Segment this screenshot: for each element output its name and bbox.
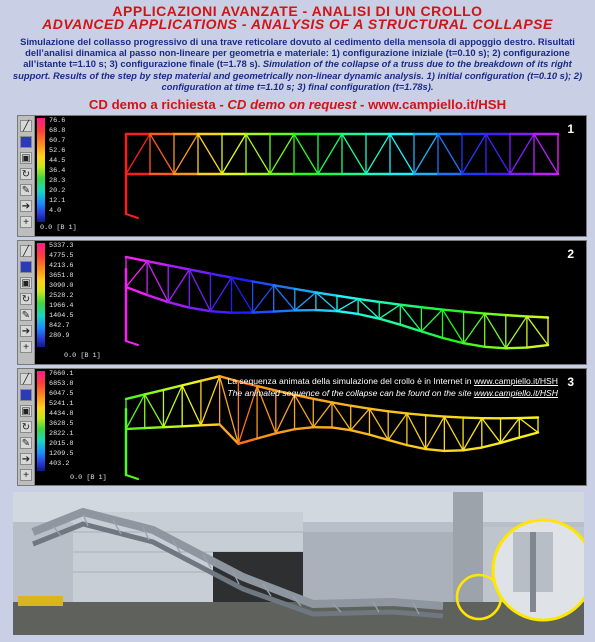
square-tool-icon[interactable] [20, 136, 32, 148]
truss-diagonal [189, 269, 210, 311]
truss-bottom-chord [126, 287, 147, 295]
truss-bottom-chord [464, 343, 485, 347]
scale-value: 3090.0 [49, 282, 74, 290]
truss-bottom-chord [316, 310, 337, 311]
arrow-tool-icon[interactable]: ➔ [21, 201, 31, 212]
truss-diagonal [174, 134, 198, 174]
truss-diagonal [366, 134, 390, 174]
truss-bottom-chord [485, 347, 506, 348]
truss-bottom-chord [337, 311, 358, 314]
support-foot [126, 475, 138, 479]
scale-value: 403.2 [49, 460, 70, 468]
description [6, 36, 589, 92]
rotate-tool-icon[interactable]: ↻ [21, 169, 31, 180]
description-english: Simulation of the collapse of a truss due to the breakdown of its right support. Results of the step by step material and geometrically non-linear dynamic analysis. 1) initial configuration (t=0.10 s); 2) configuration at time t=1.10 s; 3) final configuration (t=1.78s). [12, 58, 583, 92]
scale-value: 6853.8 [49, 380, 74, 388]
truss-diagonal [270, 134, 294, 174]
arrow-tool-icon[interactable]: ➔ [21, 326, 31, 337]
truss-diagonal [276, 395, 295, 433]
truss-bottom-chord [407, 445, 426, 449]
truss-diagonal [126, 134, 150, 174]
truss-diagonal [486, 134, 510, 174]
truss-bottom-chord [351, 430, 370, 434]
scale-value: 28.3 [49, 177, 66, 185]
support-foot [126, 214, 138, 218]
collapse-photo [13, 492, 584, 635]
panel-number-2: 2 [567, 247, 574, 261]
truss-diagonal [168, 269, 189, 302]
truss-diagonal [462, 134, 486, 174]
scale-value: 68.8 [49, 127, 66, 135]
truss-bottom-chord [163, 426, 182, 427]
truss-top-chord [443, 310, 464, 312]
truss-top-chord [421, 307, 442, 309]
truss-bottom-chord [527, 345, 548, 347]
truss-diagonal [388, 413, 407, 440]
truss-bottom-chord [421, 331, 442, 337]
truss-top-chord [400, 305, 421, 308]
truss-diagonal [510, 134, 534, 174]
truss-top-chord [407, 413, 426, 415]
simulation-panel-2 [17, 240, 587, 365]
truss-bottom-chord [506, 348, 527, 349]
truss-bottom-chord [444, 450, 463, 451]
truss-diagonal [506, 316, 527, 348]
truss-bottom-chord [379, 319, 400, 325]
truss-diagonal [351, 409, 370, 430]
truss-top-chord [147, 261, 168, 265]
truss-top-chord [388, 411, 407, 413]
truss-top-chord [182, 381, 201, 386]
scale-value: 842.7 [49, 322, 70, 330]
truss-top-chord [444, 417, 463, 418]
scale-value: 20.2 [49, 187, 66, 195]
truss-diagonal [379, 305, 400, 319]
truss-top-chord [313, 399, 332, 403]
paint-tool-icon[interactable]: ✎ [21, 185, 31, 196]
truss-bottom-chord [210, 311, 231, 313]
truss-top-chord [351, 406, 370, 409]
truss-bottom-chord [189, 308, 210, 312]
scale-value: 60.7 [49, 137, 66, 145]
truss-diagonal [150, 134, 174, 174]
scale-value: 76.6 [49, 117, 66, 125]
truss-diagonal [182, 385, 201, 425]
note-italian-text: La sequenza animata della simulazione del crollo è in Internet in [227, 376, 474, 386]
simulation-panel-3 [17, 368, 587, 486]
truss-bottom-chord [168, 302, 189, 308]
cd-demo-line [0, 97, 595, 112]
cd-demo-english: CD demo on request [227, 97, 357, 112]
scale-value: 6047.5 [49, 390, 74, 398]
truss-bottom-chord [238, 439, 257, 444]
truss-diagonal [222, 134, 246, 174]
truss-top-chord [527, 316, 548, 317]
truss-top-chord [519, 417, 538, 418]
viewer-toolbar-1 [18, 116, 35, 236]
truss-diagonal [163, 385, 182, 427]
truss-diagonal [337, 299, 358, 311]
viewer-toolbar-2 [18, 241, 35, 364]
truss-top-chord [210, 274, 231, 278]
truss-diagonal [390, 134, 414, 174]
cube-tool-icon[interactable]: ▣ [21, 153, 31, 164]
color-scale-bar-1 [37, 118, 45, 222]
square-tool-icon[interactable] [20, 389, 32, 401]
scale-value: 280.9 [49, 332, 70, 340]
title-english: ADVANCED APPLICATIONS - ANALYSIS OF A STRUCTURAL COLLAPSE [42, 16, 553, 32]
scale-value: 2528.2 [49, 292, 74, 300]
truss-top-chord [463, 418, 482, 419]
simulation-panel-1 [17, 115, 587, 237]
cd-sep-1: - [215, 97, 228, 112]
paint-tool-icon[interactable]: ✎ [21, 310, 31, 321]
truss-bottom-chord [463, 448, 482, 451]
truss-bottom-chord [182, 425, 201, 426]
truss-diagonal [295, 292, 316, 310]
color-scale-bar-3 [37, 371, 45, 471]
truss-bottom-chord [201, 424, 220, 425]
truss-diagonal [444, 417, 463, 451]
scale-value: 3651.8 [49, 272, 74, 280]
cd-demo-italian: CD demo a richiesta [88, 97, 216, 112]
truss-bottom-chord [388, 440, 407, 445]
collapse-photo-drawing [13, 492, 584, 635]
zoom-tool-icon[interactable]: + [20, 216, 32, 228]
note-english-link[interactable]: www.campiello.it/HSH [473, 388, 558, 398]
truss-top-chord [232, 278, 253, 282]
truss-diagonal [210, 278, 231, 312]
cube-tool-icon[interactable]: ▣ [21, 278, 31, 289]
truss-top-chord [145, 390, 164, 395]
truss-diagonal [318, 134, 342, 174]
line-tool-icon[interactable]: ╱ [20, 245, 32, 257]
note-italian [227, 376, 558, 386]
truss-diagonal [313, 402, 332, 427]
truss-diagonal [534, 134, 558, 174]
scale-value: 3628.5 [49, 420, 74, 428]
panel-number-1: 1 [567, 122, 574, 136]
scale-base-label: 0.0 [B 1] [40, 224, 77, 232]
truss-view-1 [18, 116, 586, 236]
truss-diagonal [126, 394, 145, 429]
truss-bottom-chord [253, 312, 274, 313]
truss-top-chord [337, 296, 358, 299]
truss-diagonal [232, 278, 253, 313]
panel-number-3: 3 [567, 375, 574, 389]
truss-diagonal [414, 134, 438, 174]
scale-value: 1966.4 [49, 302, 74, 310]
truss-view-2 [18, 241, 586, 364]
truss-diagonal [295, 395, 314, 427]
truss-top-chord [201, 376, 220, 381]
cd-demo-url[interactable]: www.campiello.it/HSH [368, 97, 507, 112]
truss-diagonal [485, 314, 506, 349]
truss-diagonal [253, 285, 274, 312]
note-english [227, 388, 558, 398]
viewer-toolbar-3 [18, 369, 35, 485]
scale-base-label: 0.0 [B 1] [70, 474, 107, 482]
scale-value: 5241.1 [49, 400, 74, 408]
truss-bottom-chord [276, 429, 295, 433]
cube-tool-icon[interactable]: ▣ [21, 406, 31, 417]
truss-top-chord [253, 281, 274, 285]
note-english-text: The animated sequence of the collapse can be found on the site [227, 388, 474, 398]
truss-diagonal [482, 418, 501, 443]
truss-top-chord [189, 269, 210, 273]
truss-diagonal [246, 134, 270, 174]
arrow-tool-icon[interactable]: ➔ [21, 454, 31, 465]
truss-top-chord [295, 289, 316, 293]
truss-diagonal [201, 376, 220, 425]
scale-base-label: 0.0 [B 1] [64, 352, 101, 360]
truss-diagonal [294, 134, 318, 174]
truss-diagonal [527, 316, 548, 345]
truss-diagonal [519, 418, 538, 432]
truss-bottom-chord [426, 449, 445, 451]
note-italian-link[interactable]: www.campiello.it/HSH [473, 376, 558, 386]
truss-top-chord [168, 265, 189, 269]
truss-bottom-chord [274, 310, 295, 311]
scale-value: 12.1 [49, 197, 66, 205]
title-italian: APPLICAZIONI AVANZATE - ANALISI DI UN CROLLO [112, 3, 483, 19]
square-tool-icon[interactable] [20, 261, 32, 273]
truss-top-chord [485, 314, 506, 316]
scale-value: 4213.6 [49, 262, 74, 270]
description-italian: Simulazione del collasso progressivo di una trave reticolare dovuto al cedimento della mensola di appoggio destro. Risultati dell’analisi dinamica al passo non-lineare per geometria e materiale: 1) configurazione iniziale (t=0.10 s); 2) configurazione all’istante t=1.10 s; 3) configurazione finale (t=1.78 s). [20, 36, 575, 70]
truss-top-chord [126, 257, 147, 261]
support-foot [126, 341, 138, 345]
zoom-tool-icon[interactable]: + [20, 469, 32, 481]
truss-view-3 [18, 369, 586, 485]
rotate-tool-icon[interactable]: ↻ [21, 422, 31, 433]
truss-top-chord [379, 302, 400, 305]
cd-sep-2: - [356, 97, 369, 112]
truss-bottom-chord [295, 427, 314, 429]
truss-top-chord [464, 312, 485, 314]
truss-diagonal [463, 418, 482, 450]
truss-bottom-chord [482, 443, 501, 448]
truss-bottom-chord [519, 432, 538, 437]
scale-value: 36.4 [49, 167, 66, 175]
truss-bottom-chord [257, 433, 276, 438]
truss-top-chord [163, 385, 182, 390]
color-scale-bar-2 [37, 243, 45, 347]
truss-bottom-chord [332, 427, 351, 430]
line-tool-icon[interactable]: ╱ [20, 120, 32, 132]
truss-diagonal [426, 417, 445, 449]
scale-value: 2015.8 [49, 440, 74, 448]
scale-value: 7660.1 [49, 370, 74, 378]
truss-top-chord [369, 409, 388, 412]
truss-diagonal [438, 134, 462, 174]
truss-top-chord [506, 315, 527, 316]
scale-value: 4434.8 [49, 410, 74, 418]
truss-diagonal [145, 394, 164, 427]
scale-value: 5337.3 [49, 242, 74, 250]
truss-diagonal [407, 413, 426, 449]
scale-value: 4775.5 [49, 252, 74, 260]
zoom-tool-icon[interactable]: + [20, 341, 32, 353]
truss-diagonal [421, 310, 442, 332]
rotate-tool-icon[interactable]: ↻ [21, 294, 31, 305]
truss-bottom-chord [145, 427, 164, 428]
line-tool-icon[interactable]: ╱ [20, 373, 32, 385]
truss-diagonal [332, 402, 351, 430]
truss-diagonal [342, 134, 366, 174]
scale-value: 4.0 [49, 207, 62, 215]
paint-tool-icon[interactable]: ✎ [21, 438, 31, 449]
scale-value: 1209.5 [49, 450, 74, 458]
truss-top-chord [332, 402, 351, 405]
scale-value: 44.5 [49, 157, 66, 165]
scale-value: 1404.5 [49, 312, 74, 320]
truss-diagonal [464, 314, 485, 344]
truss-top-chord [426, 415, 445, 416]
truss-diagonal [126, 261, 147, 287]
truss-bottom-chord [126, 428, 145, 429]
scale-value: 52.6 [49, 147, 66, 155]
scale-value: 2822.1 [49, 430, 74, 438]
truss-diagonal [198, 134, 222, 174]
